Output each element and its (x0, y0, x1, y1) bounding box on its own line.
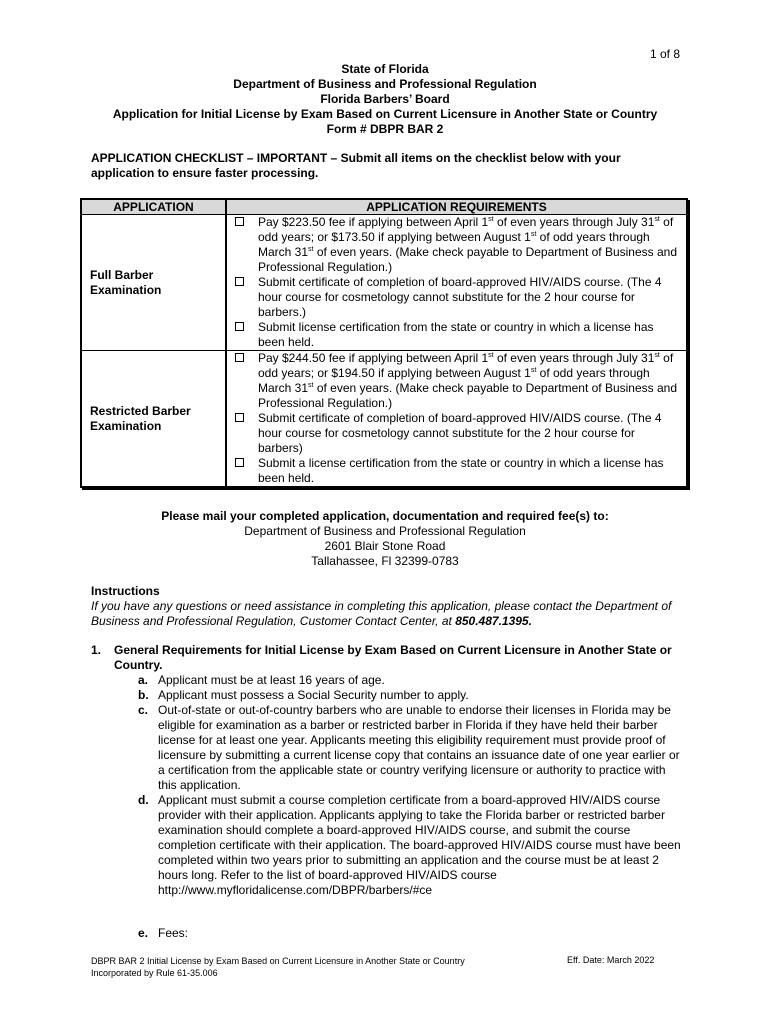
checkbox-icon (235, 458, 244, 467)
header-form-number: Form # DBPR BAR 2 (326, 122, 444, 136)
list-item: c. Out-of-state or out-of-country barbers who are unable to endorse their licenses in Florida may be eligible for examination as a barber or restricted barber in Florida if they have held their barber license for at least one year. Applicants meeting this eligibility requirement must provide proof of licensure by submitting a current license copy that contains an issuance date of one year earlier or a certification from the applicable state or country verifying licensure or authority to practice with this application. (138, 703, 680, 792)
contact-phone: 850.487.1395. (455, 614, 532, 628)
mail-address-line: 2601 Blair Stone Road (324, 539, 446, 553)
instructions-title: Instructions (91, 584, 160, 598)
requirements-cell (226, 215, 687, 351)
list-item: b. Applicant must possess a Social Security number to apply. (138, 688, 469, 702)
page-number: 1 of 8 (649, 47, 680, 61)
requirement-fee: Pay $223.50 fee if applying between April 1st of even years through July 31st of odd years; or $173.50 if applying between August 1st of odd years through March 31st of even years. (Make check payable to Department of Business and Professional Regulation.) (227, 215, 680, 275)
checkbox-icon (235, 217, 244, 226)
mail-address-line: Department of Business and Professional Regulation (244, 524, 526, 538)
checkbox-icon (235, 413, 244, 422)
mail-address-line: Tallahassee, Fl 32399-0783 (311, 554, 459, 568)
section-title: 1. General Requirements for Initial License by Exam Based on Current Licensure in Another State or Country. (91, 643, 672, 672)
section-general-requirements (91, 643, 681, 898)
checkbox-icon (235, 277, 244, 286)
mail-intro: Please mail your completed application, documentation and required fee(s) to: (161, 509, 609, 523)
footer-effective-date: Eff. Date: March 2022 (567, 955, 655, 965)
table-row (81, 351, 687, 488)
instructions-block (91, 584, 681, 629)
requirement-hiv-course: Submit certificate of completion of board-approved HIV/AIDS course. (The 4 hour course for cosmetology cannot substitute for the 2 hour course for barbers.) (227, 275, 680, 320)
application-name: Full Barber Examination (81, 215, 226, 351)
requirement-license-certification: Submit license certification from the state or country in which a license has been held. (227, 320, 680, 350)
list-item: a. Applicant must be at least 16 years of age. (138, 673, 385, 687)
footer-form-info: DBPR BAR 2 Initial License by Exam Based on Current Licensure in Another State or Country Incorporated by Rule 61-35.006 (91, 956, 465, 978)
instructions-text: If you have any questions or need assistance in completing this application, please contact the Department of Business and Professional Regulation, Customer Contact Center, at 850.487.1395. (91, 599, 672, 628)
application-name: Restricted Barber Examination (81, 351, 226, 488)
header-state: State of Florida (341, 62, 429, 76)
requirement-license-certification: Submit a license certification from the state or country in which a license has been held. (227, 456, 680, 486)
requirement-hiv-course: Submit certificate of completion of board-approved HIV/AIDS course. (The 4 hour course for cosmetology cannot substitute for the 2 hour course for barbers) (227, 411, 680, 456)
fees-item: e. Fees: (138, 926, 189, 940)
checkbox-icon (235, 322, 244, 331)
table-header-row (81, 199, 687, 215)
list-item: d. Applicant must submit a course completion certificate from a board-approved HIV/AIDS course provider with their application. Applicants applying to take the Florida barber or restricted barber examination should complete a board-approved HIV/AIDS course, and submit the course completion certificate with their application. The board-approved HIV/AIDS course must have been completed within two years prior to submitting an application and the course must be at least 2 hours long. Refer to the list of board-approved HIV/AIDS course http://www.myfloridalicense.com/DBPR/barbers/#ce (138, 793, 681, 897)
checkbox-icon (235, 353, 244, 362)
header-department: Department of Business and Professional Regulation (233, 77, 537, 91)
mailing-block (0, 509, 770, 569)
form-header (0, 62, 770, 137)
requirements-table (80, 198, 688, 488)
header-board: Florida Barbers’ Board (320, 92, 450, 106)
header-application-title: Application for Initial License by Exam Based on Current Licensure in Another State or Country (112, 107, 658, 121)
column-header-application: APPLICATION (81, 199, 226, 215)
column-header-requirements: APPLICATION REQUIREMENTS (226, 199, 687, 215)
table-row (81, 215, 687, 351)
requirements-cell (226, 351, 687, 488)
requirement-fee: Pay $244.50 fee if applying between April 1st of even years through July 31st of odd years; or $194.50 if applying between August 1st of odd years through March 31st of even years. (Make check payable to Department of Business and Professional Regulation.) (227, 351, 680, 411)
checklist-note: APPLICATION CHECKLIST – IMPORTANT – Submit all items on the checklist below with your application to ensure faster processing. (91, 151, 621, 180)
